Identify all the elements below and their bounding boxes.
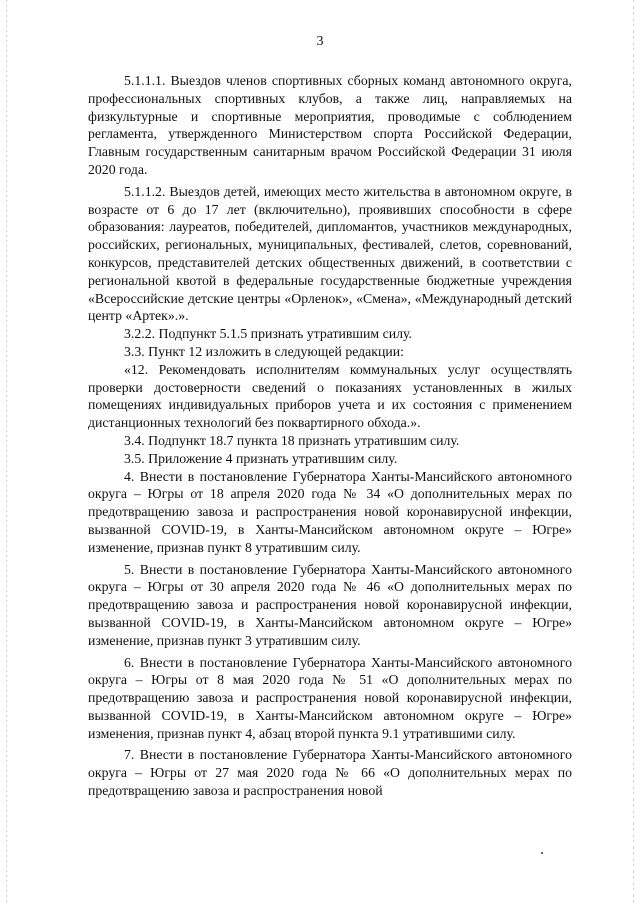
paragraph-5-1-1-1: 5.1.1.1. Выездов членов спортивных сборных команд автономного округа, профессиональных спортивных клубов, а также лиц, направляемых на физкультурные и спортивные мероприятия, проводимые с соблюдением регламента, утвержденного Министерством спорта Российской Федерации, Главным государственным санитарным врачом Российской Федерации 31 июля 2020 года.	[88, 73, 572, 177]
paragraph-3-3: 3.3. Пункт 12 изложить в следующей редакции:	[124, 343, 404, 359]
paragraph-item-12: «12. Рекомендовать исполнителям коммунальных услуг осуществлять проверки достоверности сведений о показаниях установленных в жилых помещениях индивидуальных приборов учета и их состояния с применением дистанционных технологий без поквартирного обхода.».	[88, 361, 572, 431]
page-number: 3	[316, 34, 324, 49]
paragraph-3-2-2: 3.2.2. Подпункт 5.1.5 признать утратившим силу.	[124, 326, 412, 342]
paragraph-6: 6. Внести в постановление Губернатора Ханты-Мансийского автономного округа – Югры от 8 мая 2020 года № 51 «О дополнительных мерах по предотвращению завоза и распространения новой коронавирусной инфекции, вызванной COVID-19, в Ханты-Мансийском автономном округе – Югре» изменения, признав пункт 4, абзац второй пункта 9.1 утратившими силу.	[88, 654, 572, 741]
paragraph-3-4: 3.4. Подпункт 18.7 пункта 18 признать утратившим силу.	[124, 432, 460, 448]
paragraph-7: 7. Внести в постановление Губернатора Ханты-Мансийского автономного округа – Югры от 27 мая 2020 года № 66 «О дополнительных мерах по предотвращению завоза и распространения новой	[88, 747, 572, 799]
paragraph-5-1-1-2: 5.1.1.2. Выездов детей, имеющих место жительства в автономном округе, в возрасте от 6 до 17 лет (включительно), проявивших способности в сфере образования: лауреатов, победителей, дипломантов, участников международных, российских, региональных, муниципальных, фестивалей, слетов, соревнований, конкурсов, представителей детских общественных движений, в соответствии с региональной квотой в федеральные государственные бюджетные учреждения «Всероссийские детские центры «Орленок», «Смена», «Международный детский центр «Артек».».	[88, 183, 572, 324]
scan-edge-right	[633, 0, 634, 905]
scan-speck	[541, 852, 543, 854]
scan-edge-left	[6, 0, 7, 905]
paragraph-5: 5. Внести в постановление Губернатора Ханты-Мансийского автономного округа – Югры от 30 апреля 2020 года № 46 «О дополнительных мерах по предотвращению завоза и распространения новой коронавирусной инфекции, вызванной COVID-19, в Ханты-Мансийском автономном округе – Югре» изменение, признав пункт 3 утратившим силу.	[88, 561, 572, 648]
paragraph-4: 4. Внести в постановление Губернатора Ханты-Мансийского автономного округа – Югры от 18 апреля 2020 года № 34 «О дополнительных мерах по предотвращению завоза и распространения новой коронавирусной инфекции, вызванной COVID-19, в Ханты-Мансийском автономном округе – Югре» изменение, признав пункт 8 утратившим силу.	[88, 468, 572, 555]
document-body	[88, 72, 572, 800]
paragraph-3-5: 3.5. Приложение 4 признать утратившим силу.	[124, 450, 398, 466]
